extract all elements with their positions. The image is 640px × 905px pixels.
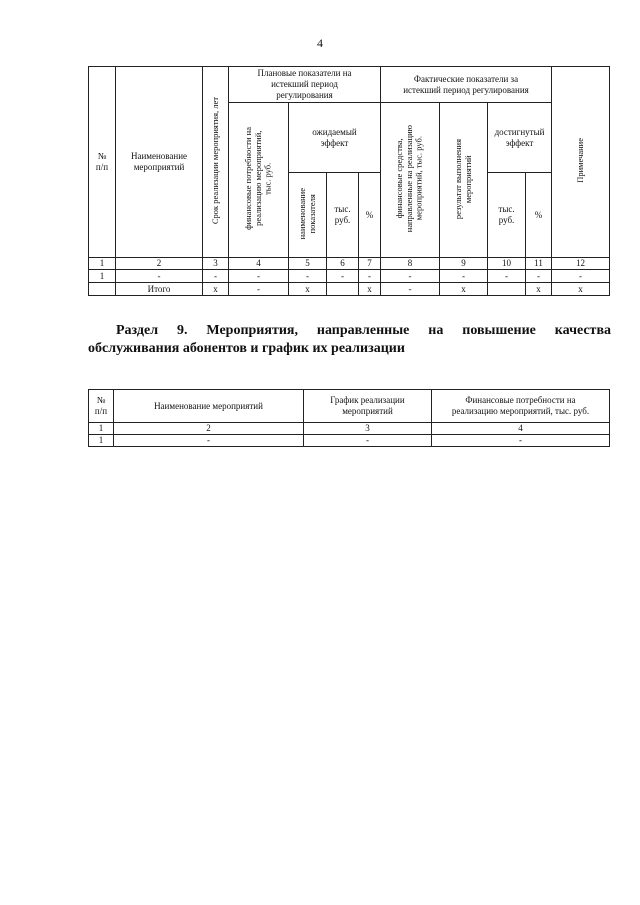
section-heading-line-1: Раздел 9. Мероприятия, направленные на повышение качества (116, 323, 611, 338)
col-num: 11 (526, 258, 552, 270)
col-num: 3 (304, 423, 432, 435)
table-cell (89, 283, 116, 296)
table-cell: - (381, 283, 440, 296)
header-expected-effect: ожидаемый эффект (289, 103, 381, 173)
col-num: 1 (89, 258, 116, 270)
table-cell: - (229, 270, 289, 283)
header-percent: % (359, 173, 381, 258)
col-num: 3 (203, 258, 229, 270)
total-row (89, 283, 610, 296)
table-cell: 1 (89, 435, 114, 447)
header-indicator-name: наименование показателя (289, 173, 327, 258)
service-quality-table (88, 389, 610, 447)
table-cell: - (440, 270, 488, 283)
header-planned-fin: финансовые потребности на реализацию мероприятий, тыс. руб. (229, 103, 289, 258)
header-schedule: График реализации мероприятий (304, 390, 432, 423)
col-num: 6 (327, 258, 359, 270)
header-note: Примечание (552, 67, 610, 258)
table-cell (327, 283, 359, 296)
col-num: 9 (440, 258, 488, 270)
table-cell: - (359, 270, 381, 283)
table-cell: - (229, 283, 289, 296)
table-row (89, 270, 610, 283)
table-cell (488, 283, 526, 296)
col-num: 4 (432, 423, 610, 435)
table-row (89, 435, 610, 447)
header-term: Срок реализации мероприятия, лет (203, 67, 229, 258)
table-cell: х (526, 283, 552, 296)
header-no: № п/п (89, 390, 114, 423)
header-achieved-effect: достигнутый эффект (488, 103, 552, 173)
total-label: Итого (116, 283, 203, 296)
table-cell: - (304, 435, 432, 447)
header-no: № п/п (89, 67, 116, 258)
table-cell: х (289, 283, 327, 296)
table-cell: х (203, 283, 229, 296)
column-numbers-row (89, 258, 610, 270)
section-heading-line-2: обслуживания абонентов и график их реализации (88, 340, 405, 356)
header-actual-group: Фактические показатели за истекший период регулирования (381, 67, 552, 103)
table-cell: - (488, 270, 526, 283)
page-number: 4 (317, 36, 323, 50)
table-cell: - (116, 270, 203, 283)
col-num: 10 (488, 258, 526, 270)
table-cell: - (526, 270, 552, 283)
table-cell: - (203, 270, 229, 283)
table-cell: х (440, 283, 488, 296)
table-cell: - (432, 435, 610, 447)
table-cell: - (114, 435, 304, 447)
col-num: 8 (381, 258, 440, 270)
header-result: результат выполнения мероприятий (440, 103, 488, 258)
col-num: 2 (116, 258, 203, 270)
table-cell: х (552, 283, 610, 296)
header-planned-group: Плановые показатели на истекший период регулирования (229, 67, 381, 103)
plan-fact-table (88, 66, 610, 296)
col-num: 4 (229, 258, 289, 270)
section-heading (88, 322, 611, 357)
table-cell: - (327, 270, 359, 283)
col-num: 7 (359, 258, 381, 270)
table-cell: 1 (89, 270, 116, 283)
header-actual-fin: финансовые средства, направленные на реализацию мероприятий, тыс. руб. (381, 103, 440, 258)
table-cell: - (289, 270, 327, 283)
col-num: 12 (552, 258, 610, 270)
col-num: 5 (289, 258, 327, 270)
col-num: 1 (89, 423, 114, 435)
header-name: Наименование мероприятий (114, 390, 304, 423)
table-cell: х (359, 283, 381, 296)
table-cell: - (552, 270, 610, 283)
header-thous-rub-2: тыс. руб. (488, 173, 526, 258)
header-name: Наименование мероприятий (116, 67, 203, 258)
col-num: 2 (114, 423, 304, 435)
column-numbers-row (89, 423, 610, 435)
header-thous-rub: тыс. руб. (327, 173, 359, 258)
header-financing: Финансовые потребности на реализацию мероприятий, тыс. руб. (432, 390, 610, 423)
table-cell: - (381, 270, 440, 283)
header-percent-2: % (526, 173, 552, 258)
